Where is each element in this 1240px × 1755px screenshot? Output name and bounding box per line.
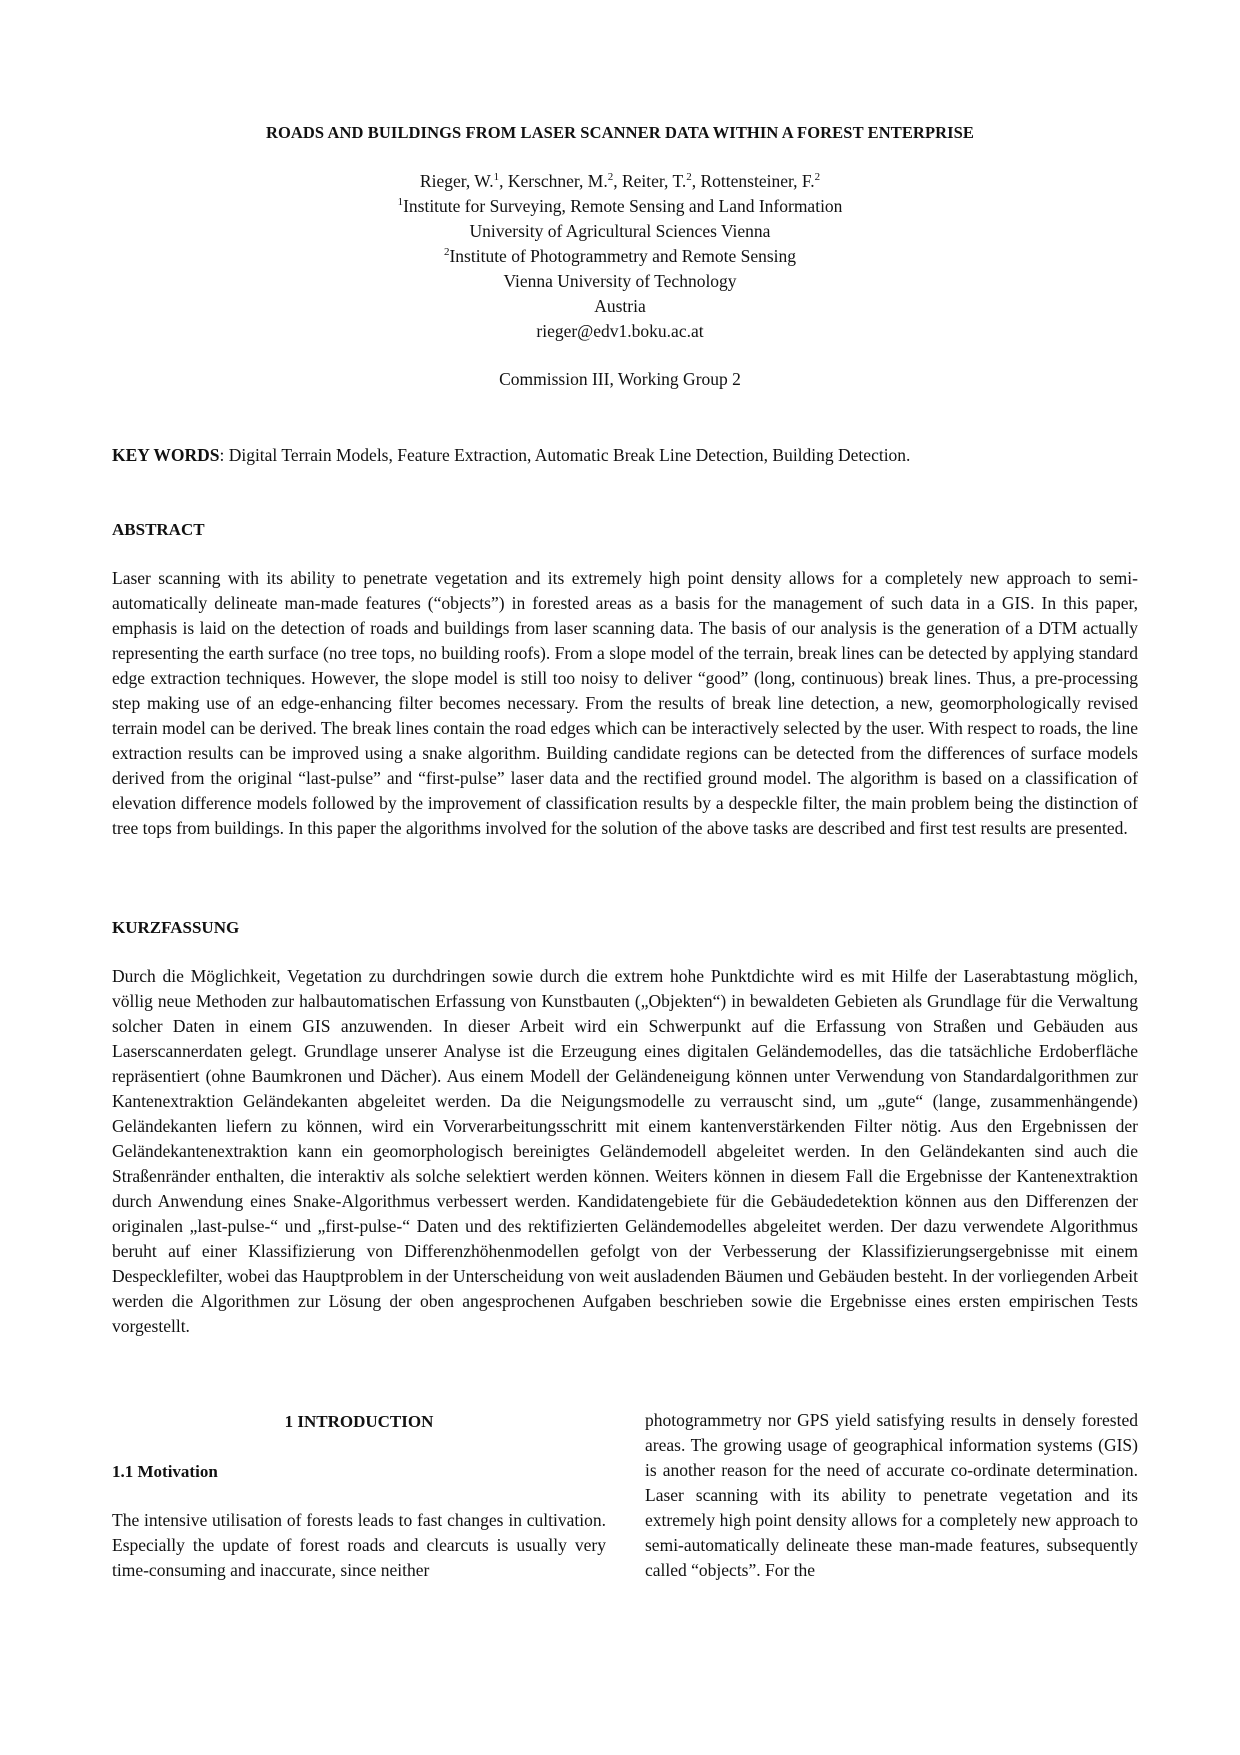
affiliation-1: $^1$Institute for Surveying, Remote Sensing and Land Information (397, 196, 843, 216)
author-email: rieger@edv1.boku.ac.at (536, 321, 704, 341)
keywords-label: KEY WORDS (112, 445, 220, 465)
paper-title: ROADS AND BUILDINGS FROM LASER SCANNER DATA WITHIN A FOREST ENTERPRISE (265, 123, 975, 142)
introduction-heading: 1 INTRODUCTION (284, 1412, 434, 1431)
commission-line: Commission III, Working Group 2 (499, 369, 741, 389)
intro-left-column-text: The intensive utilisation of forests leads to fast changes in cultivation. Especially the update of forest roads and clearcuts is usually very time-consuming and inaccurate, since neither (112, 1510, 606, 1580)
author-block (0, 169, 1240, 344)
motivation-heading: 1.1 Motivation (112, 1462, 218, 1481)
kurzfassung-text: Durch die Möglichkeit, Vegetation zu durchdringen sowie durch die extrem hohe Punktdichte wird es mit Hilfe der Laserabtastung möglich, völlig neue Methoden zur halbautomatischen Erfassung von Kunstbauten („Objekten“) in bewaldeten Gebieten als Grundlage für die Verwaltung solcher Daten in einem GIS anzuwenden. In dieser Arbeit wird ein Schwerpunkt auf die Erfassung von Straßen und Gebäuden aus Laserscannerdaten gelegt. Grundlage unserer Analyse ist die Erzeugung eines digitalen Geländemodelles, das die tatsächliche Erdoberfläche repräsentiert (ohne Baumkronen und Dächer). Aus einem Modell der Geländeneigung können unter Verwendung von Standardalgorithmen zur Kantenextraktion Geländekanten abgeleitet werden. Da die Neigungsmodelle zu verrauscht sind, um „gute“ (lange, zusammenhängende) Geländekanten liefern zu können, wird ein Vorverarbeitungsschritt mit einem kantenverstärkenden Filter nötig. Aus den Ergebnissen der Geländekantenextraktion kann ein geomorphologisch bereinigtes Geländemodell abgeleitet werden. In den Geländekanten sind auch die Straßenränder enthalten, die interaktiv als solche selektiert werden können. Weiters können in diesem Fall die Ergebnisse der Kantenextraktion durch Anwendung eines Snake-Algorithmus verbessert werden. Kandidatengebiete für die Gebäudedetektion können aus den Differenzen der originalen „last-pulse-“ und „first-pulse-“ Daten und des rektifizierten Geländemodelles abgeleitet werden. Der dazu verwendete Algorithmus beruht auf einer Klassifizierung von Differenzhöhenmodellen gefolgt von der Verbesserung der Klassifizierungsergebnisse mit einem Despecklefilter, wobei das Hauptproblem in der Unterscheidung von weit ausladenden Bäumen und Gebäuden besteht. In der vorliegenden Arbeit werden die Algorithmen zur Lösung der oben angesprochenen Aufgaben beschrieben sowie die Ergebnisse eines ersten empirischen Tests vorgestellt. (112, 966, 1138, 1336)
keywords (112, 445, 1142, 466)
abstract-text: Laser scanning with its ability to penetrate vegetation and its extremely high point density allows for a completely new approach to semi-automatically delineate man-made features (“objects”) in forested areas as a basis for the management of such data in a GIS. In this paper, emphasis is laid on the detection of roads and buildings from laser scanning data. The basis of our analysis is the generation of a DTM actually representing the earth surface (no tree tops, no building roofs). From a slope model of the terrain, break lines can be detected by applying standard edge extraction techniques. However, the slope model is still too noisy to deliver “good” (long, continuous) break lines. Thus, a pre-processing step making use of an edge-enhancing filter becomes necessary. From the results of break line detection, a new, geomorphologically revised terrain model can be derived. The break lines contain the road edges which can be interactively selected by the user. With respect to roads, the line extraction results can be improved using a snake algorithm. Building candidate regions can be detected from the differences of surface models derived from the original “last-pulse” and “first-pulse” laser data and the rectified ground model. The algorithm is based on a classification of elevation difference models followed by the improvement of classification results by a despeckle filter, the main problem being the distinction of tree tops from buildings. In this paper the algorithms involved for the solution of the above tasks are described and first test results are presented. (112, 568, 1138, 838)
abstract-heading: ABSTRACT (112, 520, 205, 539)
affiliation-2-university: Vienna University of Technology (503, 271, 737, 291)
affiliation-2: $^2$Institute of Photogrammetry and Remote Sensing (443, 246, 797, 266)
keywords-text: : Digital Terrain Models, Feature Extraction, Automatic Break Line Detection, Building Detection. (219, 445, 911, 465)
affiliation-1-university: University of Agricultural Sciences Vienna (469, 221, 771, 241)
country: Austria (594, 296, 646, 316)
author-names: Rieger, W.$^1$, Kerschner, M.$^2$, Reiter, T.$^2$, Rottensteiner, F.$^2$ (419, 171, 821, 191)
intro-right-column-text: photogrammetry nor GPS yield satisfying results in densely forested areas. The growing usage of geographical information systems (GIS) is another reason for the need of accurate co-ordinate determination. Laser scanning with its ability to penetrate vegetation and its extremely high point density allows for a completely new approach to semi-automatically delineate these man-made features, subsequently called “objects”. For the (645, 1410, 1138, 1580)
kurzfassung-heading: KURZFASSUNG (112, 918, 240, 937)
